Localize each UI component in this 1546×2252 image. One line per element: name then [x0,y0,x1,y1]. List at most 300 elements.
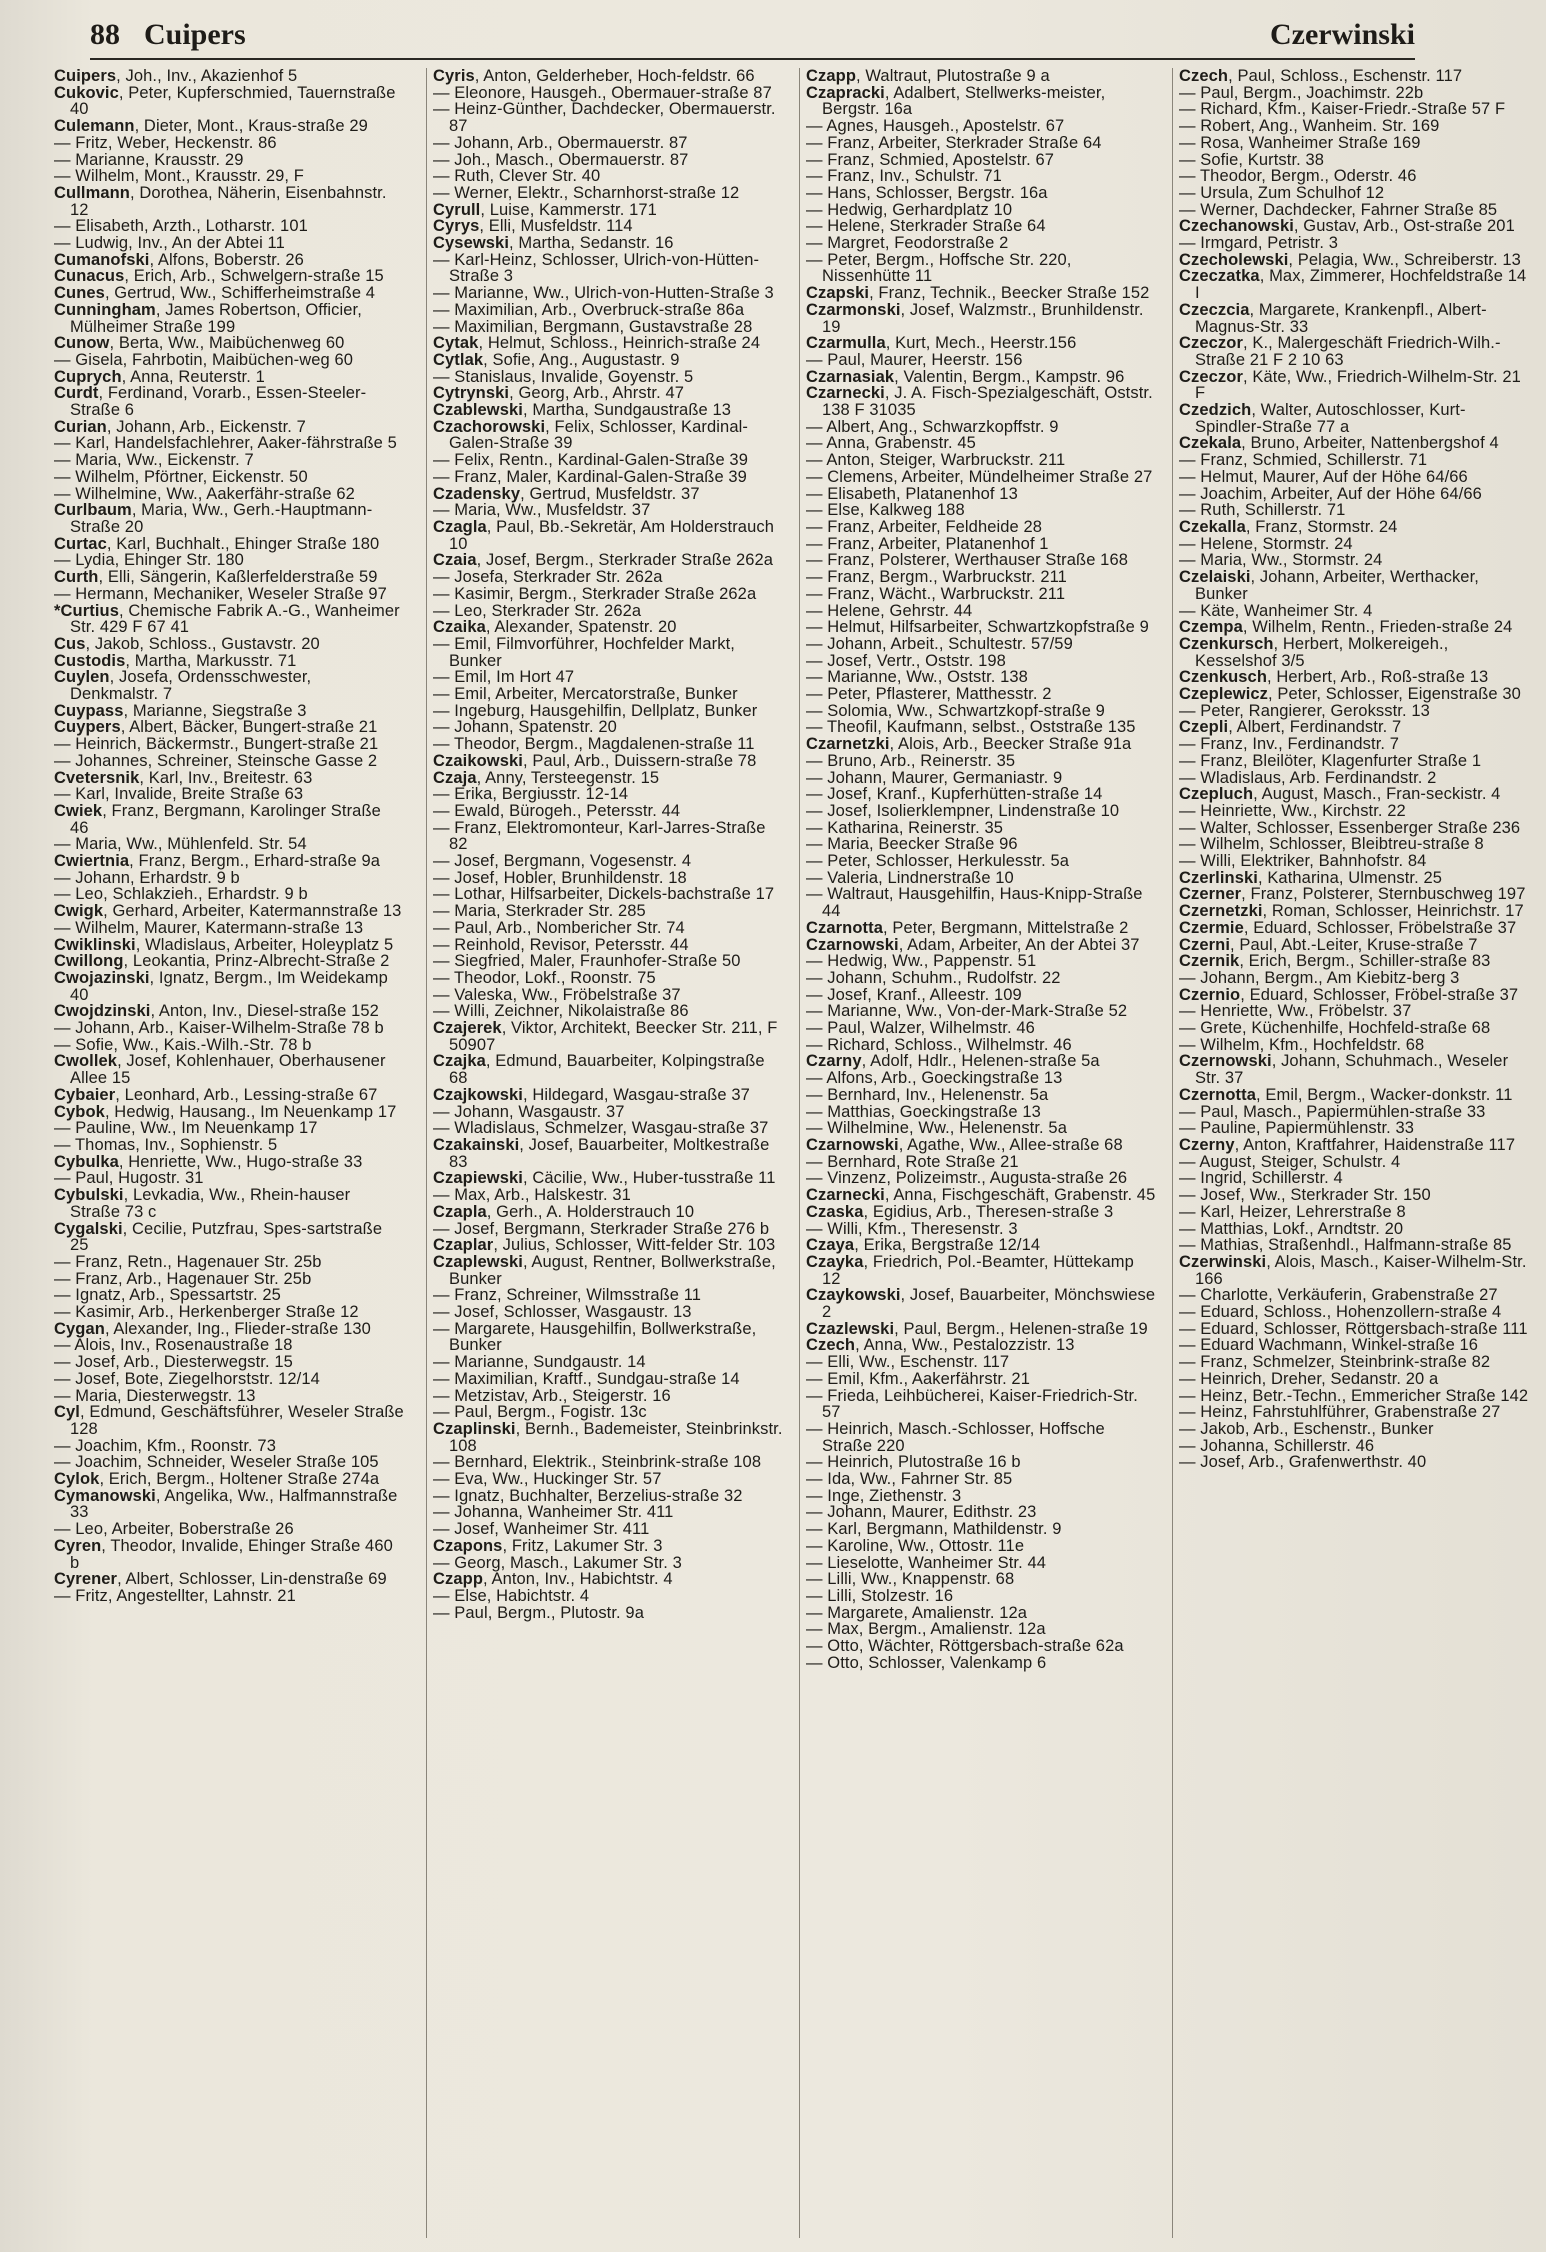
directory-entry: Czeplewicz, Peter, Schlosser, Eigenstraße 30 [1179,685,1521,704]
directory-entry: Czajkowski, Hildegard, Wasgau-straße 37 [433,1085,750,1104]
entry-surname: Czarmulla [806,334,886,353]
directory-entry: — Elli, Ww., Eschenstr. 117 [806,1353,1010,1372]
directory-entry: — Josef, Wanheimer Str. 411 [433,1520,650,1539]
directory-entry: — Ingeburg, Hausgehilfin, Dellplatz, Bunker [433,701,758,720]
directory-entry: — Margarete, Amalienstr. 12a [806,1603,1028,1622]
entry-surname: Czaika [433,618,486,637]
directory-entry: Czecholewski, Pelagia, Ww., Schreiberstr. 13 [1179,250,1521,269]
directory-entry: — Maria, Beecker Straße 96 [806,835,1018,854]
directory-entry: Cumanofski, Alfons, Boberstr. 26 [54,250,304,269]
entry-surname: Cullmann [54,183,130,202]
directory-entry: — Maximilian, Bergmann, Gustavstraße 28 [433,317,753,336]
directory-entry: — Hedwig, Ww., Pappenstr. 51 [806,952,1037,971]
entry-surname: Czapp [433,1570,483,1589]
directory-entry: Czerner, Franz, Polsterer, Sternbuschweg 197 [1179,885,1526,904]
directory-entry: Cvetersnik, Karl, Inv., Breitestr. 63 [54,768,313,787]
entry-surname: Cybulka [54,1152,119,1171]
directory-entry: — Maximilian, Arb., Overbruck-straße 86a [433,300,745,319]
directory-entry: — Matthias, Goeckingstraße 13 [806,1102,1041,1121]
directory-entry: Cwollek, Josef, Kohlenhauer, Oberhausener Allee 15 [54,1052,386,1088]
directory-entry: — Franz, Schmied, Apostelstr. 67 [806,150,1055,169]
directory-entry: — Paul, Bergm., Joachimstr. 22b [1179,83,1424,102]
directory-entry: Cukovic, Peter, Kupferschmied, Tauernstraße 40 [54,83,396,119]
directory-entry: — Heinriette, Ww., Kirchstr. 22 [1179,801,1406,820]
directory-entry: — Paul, Maurer, Heerstr. 156 [806,350,1023,369]
directory-entry: Czepluch, August, Masch., Fran-seckistr. 4 [1179,785,1501,804]
directory-entry: — Josefa, Sterkrader Str. 262a [433,568,663,587]
entry-surname: Cunningham [54,300,156,319]
directory-entry: Czarnasiak, Valentin, Bergm., Kampstr. 96 [806,367,1125,386]
directory-entry: — Franz, Maler, Kardinal-Galen-Straße 39 [433,467,747,486]
directory-entry: Cuypass, Marianne, Siegstraße 3 [54,701,307,720]
entry-surname: Czaplewski [433,1252,523,1271]
entry-surname: Czelaiski [1179,568,1251,587]
entry-surname: Czecholewski [1179,250,1289,269]
entry-surname: Czerny [1179,1136,1235,1154]
directory-entry: — Peter, Schlosser, Herkulesstr. 5a [806,852,1070,871]
directory-entry: — Fritz, Weber, Heckenstr. 86 [54,133,277,152]
entry-surname: Czenkursch [1179,634,1274,653]
directory-entry: Culemann, Dieter, Mont., Kraus-straße 29 [54,117,368,136]
entry-surname: Czapski [806,284,870,303]
directory-entry: — Ruth, Schillerstr. 71 [1179,501,1346,520]
entry-surname: Czechanowski [1179,217,1294,236]
directory-entry: Czapp, Anton, Inv., Habichtstr. 4 [433,1570,673,1589]
directory-entry: Czerny, Anton, Kraftfahrer, Haidenstraße 117 [1179,1136,1516,1154]
directory-entry: Czapons, Fritz, Lakumer Str. 3 [433,1536,663,1555]
directory-entry: — Heinz-Günther, Dachdecker, Obermauerstr. 87 [433,100,776,136]
directory-entry: Cysewski, Martha, Sedanstr. 16 [433,234,674,253]
entry-surname: Czarnowski [806,1136,899,1154]
entry-surname: Czedzich [1179,401,1252,420]
directory-entry: Czenkusch, Herbert, Arb., Roß-straße 13 [1179,668,1489,687]
directory-entry: — Hermann, Mechaniker, Weseler Straße 97 [54,584,387,603]
page-number: 88 [90,18,120,51]
directory-entry: Cyrull, Luise, Kammerstr. 171 [433,200,657,219]
entry-surname: Czaykowski [806,1286,901,1305]
entry-surname: Czaska [806,1202,864,1221]
directory-entry: Cyren, Theodor, Invalide, Ehinger Straße 460 b [54,1536,393,1572]
directory-entry: — Theodor, Bergm., Magdalenen-straße 11 [433,735,755,754]
directory-entry: Cuypers, Albert, Bäcker, Bungert-straße 21 [54,718,378,737]
directory-entry: — Theodor, Bergm., Oderstr. 46 [1179,167,1417,186]
directory-entry: — Wilhelm, Pförtner, Eickenstr. 50 [54,467,308,486]
directory-entry: — Franz, Arbeiter, Sterkrader Straße 64 [806,133,1102,152]
column-3 [799,68,1156,2238]
entry-surname: Czapons [433,1536,503,1555]
directory-entry: — Gisela, Fahrbotin, Maibüchen-weg 60 [54,350,354,369]
directory-entry: — Ruth, Clever Str. 40 [433,167,601,186]
directory-entry: Cygalski, Cecilie, Putzfrau, Spes-sartstraße 25 [54,1219,383,1255]
directory-entry: — Wilhelm, Kfm., Hochfeldstr. 68 [1179,1035,1425,1054]
directory-entry: — Willi, Zeichner, Nikolaistraße 86 [433,1002,689,1021]
entry-surname: Czapracki [806,83,885,102]
directory-entry: — Franz, Wächt., Warbruckstr. 211 [806,584,1066,603]
directory-entry: Czeczor, Käte, Ww., Friedrich-Wilhelm-Str. 21 F [1179,367,1521,403]
directory-entry: — Josef, Isolierklempner, Lindenstraße 10 [806,801,1120,820]
directory-entry: — Johann, Wasgaustr. 37 [433,1102,625,1121]
directory-entry: — Josef, Vertr., Oststr. 198 [806,651,1006,670]
directory-entry: Custodis, Martha, Markusstr. 71 [54,651,297,670]
directory-entry: — Eduard Wachmann, Winkel-straße 16 [1179,1336,1479,1355]
directory-entry: — Helmut, Maurer, Auf der Höhe 64/66 [1179,467,1468,486]
directory-entry: — Otto, Wächter, Röttgersbach-straße 62a [806,1637,1124,1656]
directory-entry: — Marianne, Ww., Ulrich-von-Hutten-Straße 3 [433,284,774,303]
directory-entry: — Johanna, Schillerstr. 46 [1179,1436,1375,1455]
directory-entry: — Wilhelm, Mont., Krausstr. 29, F [54,167,304,186]
directory-entry: *Curtius, Chemische Fabrik A.-G., Wanheimer Str. 429 F 67 41 [54,601,400,637]
directory-entry: Cuipers, Joh., Inv., Akazienhof 5 [54,68,298,85]
directory-entry: — Waltraut, Hausgehilfin, Haus-Knipp-Straße 44 [806,885,1143,921]
directory-entry: Czachorowski, Felix, Schlosser, Kardinal-Galen-Straße 39 [433,417,748,453]
directory-entry: — Franz, Polsterer, Werthauser Straße 168 [806,551,1129,570]
directory-entry: — Ewald, Bürogeh., Petersstr. 44 [433,801,681,820]
entry-surname: Czakainski [433,1136,520,1154]
column-4 [1172,68,1529,2238]
entry-surname: Czaikowski [433,751,523,770]
column-1 [54,68,404,2238]
entry-surname: Czajka [433,1052,486,1071]
directory-entry: Curth, Elli, Sängerin, Kaßlerfelderstraße 59 [54,568,378,587]
entry-surname: Custodis [54,651,126,670]
directory-entry: Czermie, Eduard, Schlosser, Fröbelstraße 37 [1179,918,1517,937]
directory-entry: — Franz, Elektromonteur, Karl-Jarres-Straße 82 [433,818,766,854]
directory-entry: — Else, Habichtstr. 4 [433,1586,590,1605]
directory-entry: Cwiertnia, Franz, Bergm., Erhard-straße 9a [54,852,381,871]
entry-surname: Cuylen [54,668,110,687]
directory-entry: — Stanislaus, Invalide, Goyenstr. 5 [433,367,694,386]
directory-entry: — Heinz, Fahrstuhlführer, Grabenstraße 27 [1179,1403,1501,1422]
directory-entry: — Franz, Arb., Hagenauer Str. 25b [54,1269,312,1288]
directory-entry: — Clemens, Arbeiter, Mündelheimer Straße 27 [806,467,1153,486]
directory-entry: Czaplewski, August, Rentner, Bollwerkstraße, Bunker [433,1252,776,1288]
entry-surname: Cygalski [54,1219,123,1238]
directory-entry: — Lydia, Ehinger Str. 180 [54,551,244,570]
directory-entry: — Kasimir, Bergm., Sterkrader Straße 262a [433,584,757,603]
directory-entry: Czarmulla, Kurt, Mech., Heerstr.156 [806,334,1077,353]
directory-entry: — Lothar, Hilfsarbeiter, Dickels-bachstraße 17 [433,885,775,904]
entry-surname: Czarnasiak [806,367,895,386]
directory-entry: Cyrys, Elli, Musfeldstr. 114 [433,217,633,236]
directory-entry: — Karl, Bergmann, Mathildenstr. 9 [806,1520,1062,1539]
directory-entry: — Siegfried, Maler, Fraunhofer-Straße 50 [433,952,741,971]
directory-entry: — Solomia, Ww., Schwartzkopf-straße 9 [806,701,1105,720]
directory-entry: — Franz, Schreiner, Wilmsstraße 11 [433,1286,702,1305]
entry-surname: Czarnotta [806,918,883,937]
directory-entry: — Maria, Sterkrader Str. 285 [433,902,646,921]
directory-entry: — Mathias, Straßenhdl., Halfmann-straße 85 [1179,1236,1512,1255]
entry-surname: Cylok [54,1470,100,1489]
entry-surname: Cygan [54,1319,105,1338]
directory-entry: — Matthias, Lokf., Arndtstr. 20 [1179,1219,1404,1238]
directory-entry: Czapp, Waltraut, Plutostraße 9 a [806,68,1050,85]
entry-surname: Czachorowski [433,417,546,436]
directory-entry: — Henriette, Ww., Fröbelstr. 37 [1179,1002,1412,1021]
directory-entry: — Joachim, Arbeiter, Auf der Höhe 64/66 [1179,484,1482,503]
entry-surname: Czapiewski [433,1169,523,1188]
column-2 [426,68,783,2238]
directory-entry: — Bernhard, Inv., Helenenstr. 5a [806,1085,1049,1104]
directory-entry: — Josef, Ww., Sterkrader Str. 150 [1179,1186,1431,1205]
directory-entry: Czadensky, Gertrud, Musfeldstr. 37 [433,484,700,503]
directory-entry: — Wladislaus, Arb. Ferdinandstr. 2 [1179,768,1437,787]
directory-entry: — Josef, Schlosser, Wasgaustr. 13 [433,1303,692,1322]
directory-entry: — Maria, Ww., Eickenstr. 7 [54,451,254,470]
entry-surname: Czempa [1179,618,1243,637]
directory-entry: — Josef, Arb., Grafenwerthstr. 40 [1179,1453,1427,1472]
directory-entry: — Johann, Arb., Kaiser-Wilhelm-Straße 78 b [54,1019,384,1038]
directory-entry: — Ludwig, Inv., An der Abtei 11 [54,234,285,253]
directory-entry: Czaja, Anny, Tersteegenstr. 15 [433,768,660,787]
directory-entry: Czerlinski, Katharina, Ulmenstr. 25 [1179,868,1443,887]
directory-entry: — Käte, Wanheimer Str. 4 [1179,601,1373,620]
directory-entry: — August, Steiger, Schulstr. 4 [1179,1152,1401,1171]
directory-entry: Czedzich, Walter, Autoschlosser, Kurt-Spindler-Straße 77 a [1179,401,1466,436]
directory-entry: — Heinrich, Plutostraße 16 b [806,1453,1021,1472]
directory-entry: Czarnowski, Agathe, Ww., Allee-straße 68 [806,1136,1123,1154]
directory-entry: Cwojdzinski, Anton, Inv., Diesel-straße 152 [54,1002,379,1021]
directory-entry: — Johann, Bergm., Am Kiebitz-berg 3 [1179,968,1460,987]
entry-surname: Czeplewicz [1179,685,1269,704]
entry-surname: Cyris [433,68,475,85]
entry-surname: Cybaier [54,1085,116,1104]
directory-entry: — Else, Kalkweg 188 [806,501,965,520]
directory-entry: — Franz, Arbeiter, Feldheide 28 [806,517,1043,536]
directory-entry: — Karl, Heizer, Lehrerstraße 8 [1179,1202,1406,1221]
entry-surname: Cunacus [54,267,125,286]
entry-surname: Czepli [1179,718,1229,737]
directory-entry: — Emil, Arbeiter, Mercatorstraße, Bunker [433,685,738,704]
directory-entry: Cybaier, Leonhard, Arb., Lessing-straße 67 [54,1085,378,1104]
directory-entry: — Richard, Schloss., Wilhelmstr. 46 [806,1035,1072,1054]
entry-surname: Czarmonski [806,300,901,319]
directory-entry: — Franz, Bleilöter, Klagenfurter Straße 1 [1179,751,1482,770]
directory-entry: — Fritz, Angestellter, Lahnstr. 21 [54,1586,296,1605]
entry-surname: Cwojdzinski [54,1002,151,1021]
directory-entry: — Johann, Schuhm., Rudolfstr. 22 [806,968,1061,987]
directory-entry: — Agnes, Hausgeh., Apostelstr. 67 [806,117,1065,136]
directory-entry: Cymanowski, Angelika, Ww., Halfmannstraße 33 [54,1486,398,1522]
directory-entry: — Erika, Bergiusstr. 12-14 [433,785,629,804]
entry-surname: Czarnecki [806,1186,885,1205]
entry-surname: Cyrys [433,217,480,236]
directory-entry: — Charlotte, Verkäuferin, Grabenstraße 27 [1179,1286,1498,1305]
entry-surname: Czajkowski [433,1085,523,1104]
directory-entry: — Karl, Handelsfachlehrer, Aaker-fährstraße 5 [54,434,397,453]
directory-entry: — Joachim, Schneider, Weseler Straße 105 [54,1453,379,1472]
directory-entry: Czarnotta, Peter, Bergmann, Mittelstraße 2 [806,918,1129,937]
directory-entry: — Paul, Arb., Nombericher Str. 74 [433,918,685,937]
directory-entry: — Paul, Hugostr. 31 [54,1169,204,1188]
directory-entry: Curian, Johann, Arb., Eickenstr. 7 [54,417,306,436]
directory-entry: Czapla, Gerh., A. Holderstrauch 10 [433,1202,695,1221]
directory-entry: — Kasimir, Arb., Herkenberger Straße 12 [54,1303,359,1322]
directory-entry: Cuprych, Anna, Reuterstr. 1 [54,367,265,386]
directory-entry: — Johann, Maurer, Germaniastr. 9 [806,768,1063,787]
directory-entry: — Helene, Sterkrader Straße 64 [806,217,1046,236]
directory-entry: — Maria, Diesterwegstr. 13 [54,1386,256,1405]
directory-entry: — Grete, Küchenhilfe, Hochfeld-straße 68 [1179,1019,1491,1038]
directory-entry: — Paul, Walzer, Wilhelmstr. 46 [806,1019,1035,1038]
entry-surname: Cyl [54,1403,80,1422]
entry-surname: Czernik [1179,952,1240,971]
directory-entry: Czajka, Edmund, Bauarbeiter, Kolpingstraße 68 [433,1052,765,1088]
entry-surname: Czepluch [1179,785,1254,804]
directory-entry: Cunes, Gertrud, Ww., Schifferheimstraße 4 [54,284,376,303]
directory-entry: — Hedwig, Gerhardplatz 10 [806,200,1013,219]
entry-surname: Czernowski [1179,1052,1272,1071]
directory-entry: Czapiewski, Cäcilie, Ww., Huber-tusstraße 11 [433,1169,776,1188]
directory-entry: Czayka, Friedrich, Pol.-Beamter, Hüttekamp 12 [806,1252,1134,1288]
directory-entry: — Ingrid, Schillerstr. 4 [1179,1169,1343,1188]
directory-entry: Cybulka, Henriette, Ww., Hugo-straße 33 [54,1152,363,1171]
directory-entry: — Margarete, Hausgehilfin, Bollwerkstraße, Bunker [433,1319,757,1355]
directory-entry: — Heinrich, Masch.-Schlosser, Hoffsche Straße 220 [806,1419,1105,1455]
directory-entry: Czekala, Bruno, Arbeiter, Nattenbergshof 4 [1179,434,1499,453]
directory-entry: — Margret, Feodorstraße 2 [806,234,1009,253]
directory-entry: — Josef, Kranf., Kupferhütten-straße 14 [806,785,1103,804]
entry-surname: Czeczatka [1179,267,1260,286]
directory-entry: — Johannes, Schreiner, Steinsche Gasse 2 [54,751,378,770]
directory-entry: — Heinrich, Bäckermstr., Bungert-straße 21 [54,735,379,754]
entry-surname: Curlbaum [54,501,132,520]
directory-entry: — Emil, Im Hort 47 [433,668,575,687]
directory-entry: — Johann, Maurer, Edithstr. 23 [806,1503,1037,1522]
directory-entry: — Irmgard, Petristr. 3 [1179,234,1338,253]
directory-entry: — Pauline, Papiermühlenstr. 33 [1179,1119,1415,1138]
directory-entry: — Wilhelm, Schlosser, Bleibtreu-straße 8 [1179,835,1484,854]
directory-entry: Cunningham, James Robertson, Officier, Mülheimer Straße 199 [54,300,362,336]
entry-surname: Curth [54,568,99,587]
directory-entry: Curtac, Karl, Buchhalt., Ehinger Straße 180 [54,534,380,553]
directory-entry: Czeczor, K., Malergeschäft Friedrich-Wilh.-Straße 21 F 2 10 63 [1179,334,1501,369]
directory-entry: — Werner, Dachdecker, Fahrner Straße 85 [1179,200,1498,219]
directory-entry: — Robert, Ang., Wanheim. Str. 169 [1179,117,1440,136]
entry-surname: Czernetzki [1179,902,1263,921]
entry-surname: Cwigk [54,902,104,921]
directory-entry: — Lilli, Ww., Knappenstr. 68 [806,1570,1015,1589]
directory-entry: — Alois, Inv., Rosenaustraße 18 [54,1336,293,1355]
entry-surname: Czerni [1179,935,1231,954]
entry-surname: Cuipers [54,68,117,85]
entry-surname: Czekala [1179,434,1242,453]
entry-surname: Czerwinski [1179,1252,1267,1271]
directory-entry: Czarnowski, Adam, Arbeiter, An der Abtei 37 [806,935,1140,954]
entry-surname: Curdt [54,384,99,403]
directory-entry: — Bernhard, Rote Straße 21 [806,1152,1019,1171]
directory-entry: — Josef, Bergmann, Vogesenstr. 4 [433,852,692,871]
entry-surname: Cuypass [54,701,124,720]
directory-entry: — Bruno, Arb., Reinerstr. 35 [806,751,1016,770]
directory-entry: Cunow, Berta, Ww., Maibüchenweg 60 [54,334,345,353]
entry-surname: Cwojazinski [54,968,150,987]
entry-surname: Czarnetzki [806,735,890,754]
directory-entry: Czarnecki, Anna, Fischgeschäft, Grabenstr. 45 [806,1186,1156,1205]
directory-entry: — Wilhelmine, Ww., Aakerfähr-straße 62 [54,484,355,503]
entry-surname: Cwiklinski [54,935,136,954]
directory-entry: — Jakob, Arb., Eschenstr., Bunker [1179,1419,1434,1438]
directory-entry: — Johann, Arbeit., Schultestr. 57/59 [806,634,1073,653]
directory-entry: — Inge, Ziethenstr. 3 [806,1486,962,1505]
directory-entry: — Josef, Kranf., Alleestr. 109 [806,985,1022,1004]
directory-entry: Czarnetzki, Alois, Arb., Beecker Straße 91a [806,735,1132,754]
directory-entry: — Emil, Kfm., Aakerfährstr. 21 [806,1369,1030,1388]
directory-entry: — Ignatz, Buchhalter, Berzelius-straße 32 [433,1486,743,1505]
directory-entry: Cylok, Erich, Bergm., Holtener Straße 274a [54,1470,380,1489]
directory-entry: — Katharina, Reinerstr. 35 [806,818,1004,837]
entry-surname: Czenkusch [1179,668,1268,687]
entry-surname: Cuprych [54,367,122,386]
directory-entry: — Max, Arb., Halskestr. 31 [433,1186,631,1205]
directory-entry: — Valeska, Ww., Fröbelstraße 37 [433,985,681,1004]
directory-entry: — Willi, Kfm., Theresenstr. 3 [806,1219,1018,1238]
directory-entry: Czerni, Paul, Abt.-Leiter, Kruse-straße 7 [1179,935,1478,954]
entry-surname: Czaia [433,551,477,570]
directory-entry: Cus, Jakob, Schloss., Gustavstr. 20 [54,634,320,653]
directory-entry: Czeczcia, Margarete, Krankenpfl., Albert-Magnus-Str. 33 [1179,300,1487,336]
directory-entry: Czernowski, Johann, Schuhmach., Weseler Str. 37 [1179,1052,1509,1088]
directory-entry: Czeczatka, Max, Zimmerer, Hochfeldstraße 14 I [1179,267,1527,303]
directory-entry: — Marianne, Ww., Oststr. 138 [806,668,1028,687]
directory-entry: Cybulski, Levkadia, Ww., Rhein-hauser Straße 73 c [54,1186,351,1221]
directory-entry: — Paul, Bergm., Fogistr. 13c [433,1403,647,1422]
directory-entry: — Franz, Bergm., Warbruckstr. 211 [806,568,1067,587]
entry-surname: Cukovic [54,83,119,102]
entry-surname: Cymanowski [54,1486,156,1505]
directory-entry: Czernotta, Emil, Bergm., Wacker-donkstr. 11 [1179,1085,1513,1104]
directory-entry: — Max, Bergm., Amalienstr. 12a [806,1620,1046,1639]
directory-entry: — Walter, Schlosser, Essenberger Straße 236 [1179,818,1521,837]
directory-entry: — Paul, Bergm., Plutostr. 9a [433,1603,644,1622]
entry-surname: Cyren [54,1536,102,1555]
directory-entry: Czernik, Erich, Bergm., Schiller-straße 83 [1179,952,1491,971]
entry-surname: Cwiek [54,801,103,820]
entry-surname: Czarnecki [806,384,885,403]
directory-entry: — Thomas, Inv., Sophienstr. 5 [54,1136,278,1154]
directory-entry: — Maria, Ww., Musfeldstr. 37 [433,501,651,520]
page-header [90,14,1415,60]
entry-surname: Cybok [54,1102,105,1121]
entry-surname: Cwillong [54,952,124,971]
entry-surname: Cyrull [433,200,481,219]
entry-surname: Czapp [806,68,856,85]
directory-entry: Czazlewski, Paul, Bergm., Helenen-straße 19 [806,1319,1148,1338]
directory-entry: Czaya, Erika, Bergstraße 12/14 [806,1236,1041,1255]
directory-entry: Cwiklinski, Wladislaus, Arbeiter, Holeyplatz 5 [54,935,394,954]
directory-entry: — Anton, Steiger, Warbruckstr. 211 [806,451,1066,470]
directory-entry: — Alfons, Arb., Goeckingstraße 13 [806,1069,1063,1088]
directory-entry: — Helene, Stormstr. 24 [1179,534,1353,553]
entry-surname: Czapla [433,1202,487,1221]
directory-entry: — Peter, Rangierer, Geroksstr. 13 [1179,701,1430,720]
directory-entry: — Marianne, Krausstr. 29 [54,150,244,169]
directory-entry: — Valeria, Lindnerstraße 10 [806,868,1014,887]
directory-entry: Czenkursch, Herbert, Molkereigeh., Kesselshof 3/5 [1179,634,1449,670]
directory-entry: — Joh., Masch., Obermauerstr. 87 [433,150,689,169]
directory-entry: — Karoline, Ww., Ottostr. 11e [806,1536,1025,1555]
entry-surname: Czech [1179,68,1229,85]
directory-entry: — Otto, Schlosser, Valenkamp 6 [806,1653,1047,1672]
directory-entry: Czaia, Josef, Bergm., Sterkrader Straße 262a [433,551,774,570]
directory-entry: — Anna, Grabenstr. 45 [806,434,976,453]
entry-surname: Czajerek [433,1019,502,1038]
directory-entry: Czapracki, Adalbert, Stellwerks-meister, Bergstr. 16a [806,83,1106,119]
directory-entry: — Pauline, Ww., Im Neuenkamp 17 [54,1119,318,1138]
entry-surname: Czernotta [1179,1085,1256,1104]
directory-entry: Czajerek, Viktor, Architekt, Beecker Str. 211, F 50907 [433,1019,778,1054]
entry-surname: Cvetersnik [54,768,140,787]
entry-surname: Czazlewski [806,1319,895,1338]
